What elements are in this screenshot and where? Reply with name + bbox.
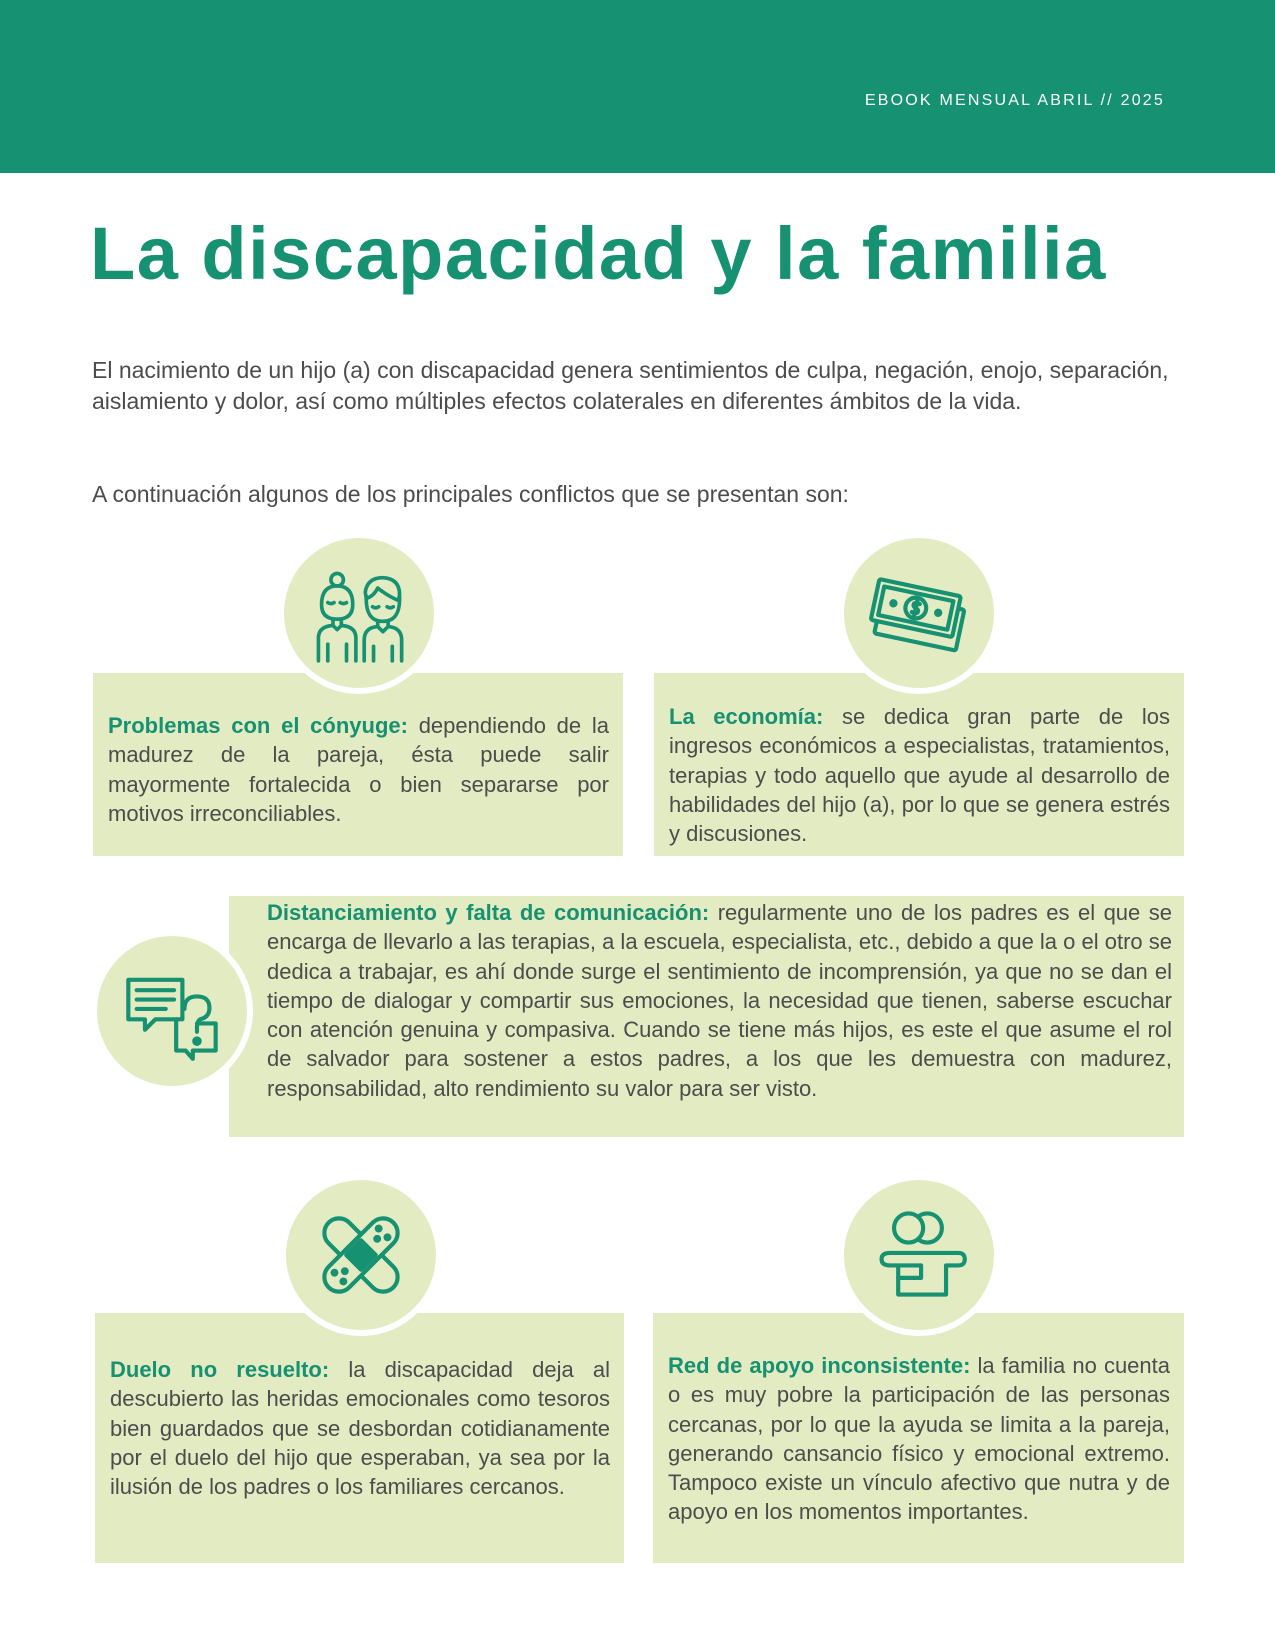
conflict-card-grief <box>95 1313 624 1563</box>
intro-paragraph: El nacimiento de un hijo (a) con discapacidad genera sentimientos de culpa, negación, enojo, separación, aislamiento y dolor, así como múltiples efectos colaterales en diferentes ámbitos de la vida. <box>92 357 1169 414</box>
conflict-text: regularmente uno de los padres es el que se encarga de llevarlo a las terapias, a la escuela, especialista, etc., debido a que la o el otro se dedica a trabajar, es ahí donde surge el sentimiento de incomprensión, ya que no se dan el tiempo de dialogar y compartir sus emociones, la necesidad que tienen, saberse escuchar con atención genuina y compasiva. Cuando se tiene más hijos, es este el que asume el rol de salvador para sostener a estos padres, a los que les demuestra con madurez, responsabilidad, alto rendimiento su valor para ser visto. <box>267 900 1172 1101</box>
conflict-lead: Duelo no resuelto: <box>110 1357 330 1382</box>
chat-question-icon <box>91 930 253 1092</box>
conflict-text: dependiendo de la madurez de la pareja, ésta puede salir mayormente fortalecida o bien separarse por motivos irreconciliables. <box>108 713 609 826</box>
conflict-card-communication <box>229 896 1184 1137</box>
conflict-card-economy <box>654 673 1184 856</box>
conflict-card-spouse <box>93 673 623 856</box>
couple-icon <box>278 532 440 694</box>
page-title: La discapacidad y la familia <box>90 212 1107 295</box>
support-network-icon <box>838 1174 1000 1336</box>
bandage-icon <box>280 1174 442 1336</box>
list-intro: A continuación algunos de los principales conflictos que se presentan son: <box>92 481 849 507</box>
conflict-card-support-network <box>653 1313 1184 1563</box>
conflict-text: la familia no cuenta o es muy pobre la participación de las personas cercanas, por lo que la ayuda se limita a la pareja, generando cansancio físico y emocional extremo. Tampoco existe un vínculo afectivo que nutra y de apoyo en los momentos importantes. <box>668 1353 1170 1525</box>
conflict-text: se dedica gran parte de los ingresos económicos a especialistas, tratamientos, terapias y todo aquello que ayude al desarrollo de habilidades del hijo (a), por lo que se genera estrés y discusiones. <box>669 704 1170 847</box>
header-band <box>0 0 1275 173</box>
money-icon <box>838 532 1000 694</box>
ebook-kicker: EBOOK MENSUAL ABRIL // 2025 <box>864 92 1165 109</box>
conflict-text: la discapacidad deja al descubierto las heridas emocionales como tesoros bien guardados que se desbordan cotidianamente por el duelo del hijo que esperaban, ya sea por la ilusión de los padres o los familiares cercanos. <box>110 1357 611 1500</box>
conflict-lead: Red de apoyo inconsistente: <box>668 1353 971 1378</box>
conflict-lead: La economía: <box>669 704 824 729</box>
conflict-lead: Distanciamiento y falta de comunicación: <box>267 900 710 925</box>
conflict-lead: Problemas con el cónyuge: <box>108 713 408 738</box>
